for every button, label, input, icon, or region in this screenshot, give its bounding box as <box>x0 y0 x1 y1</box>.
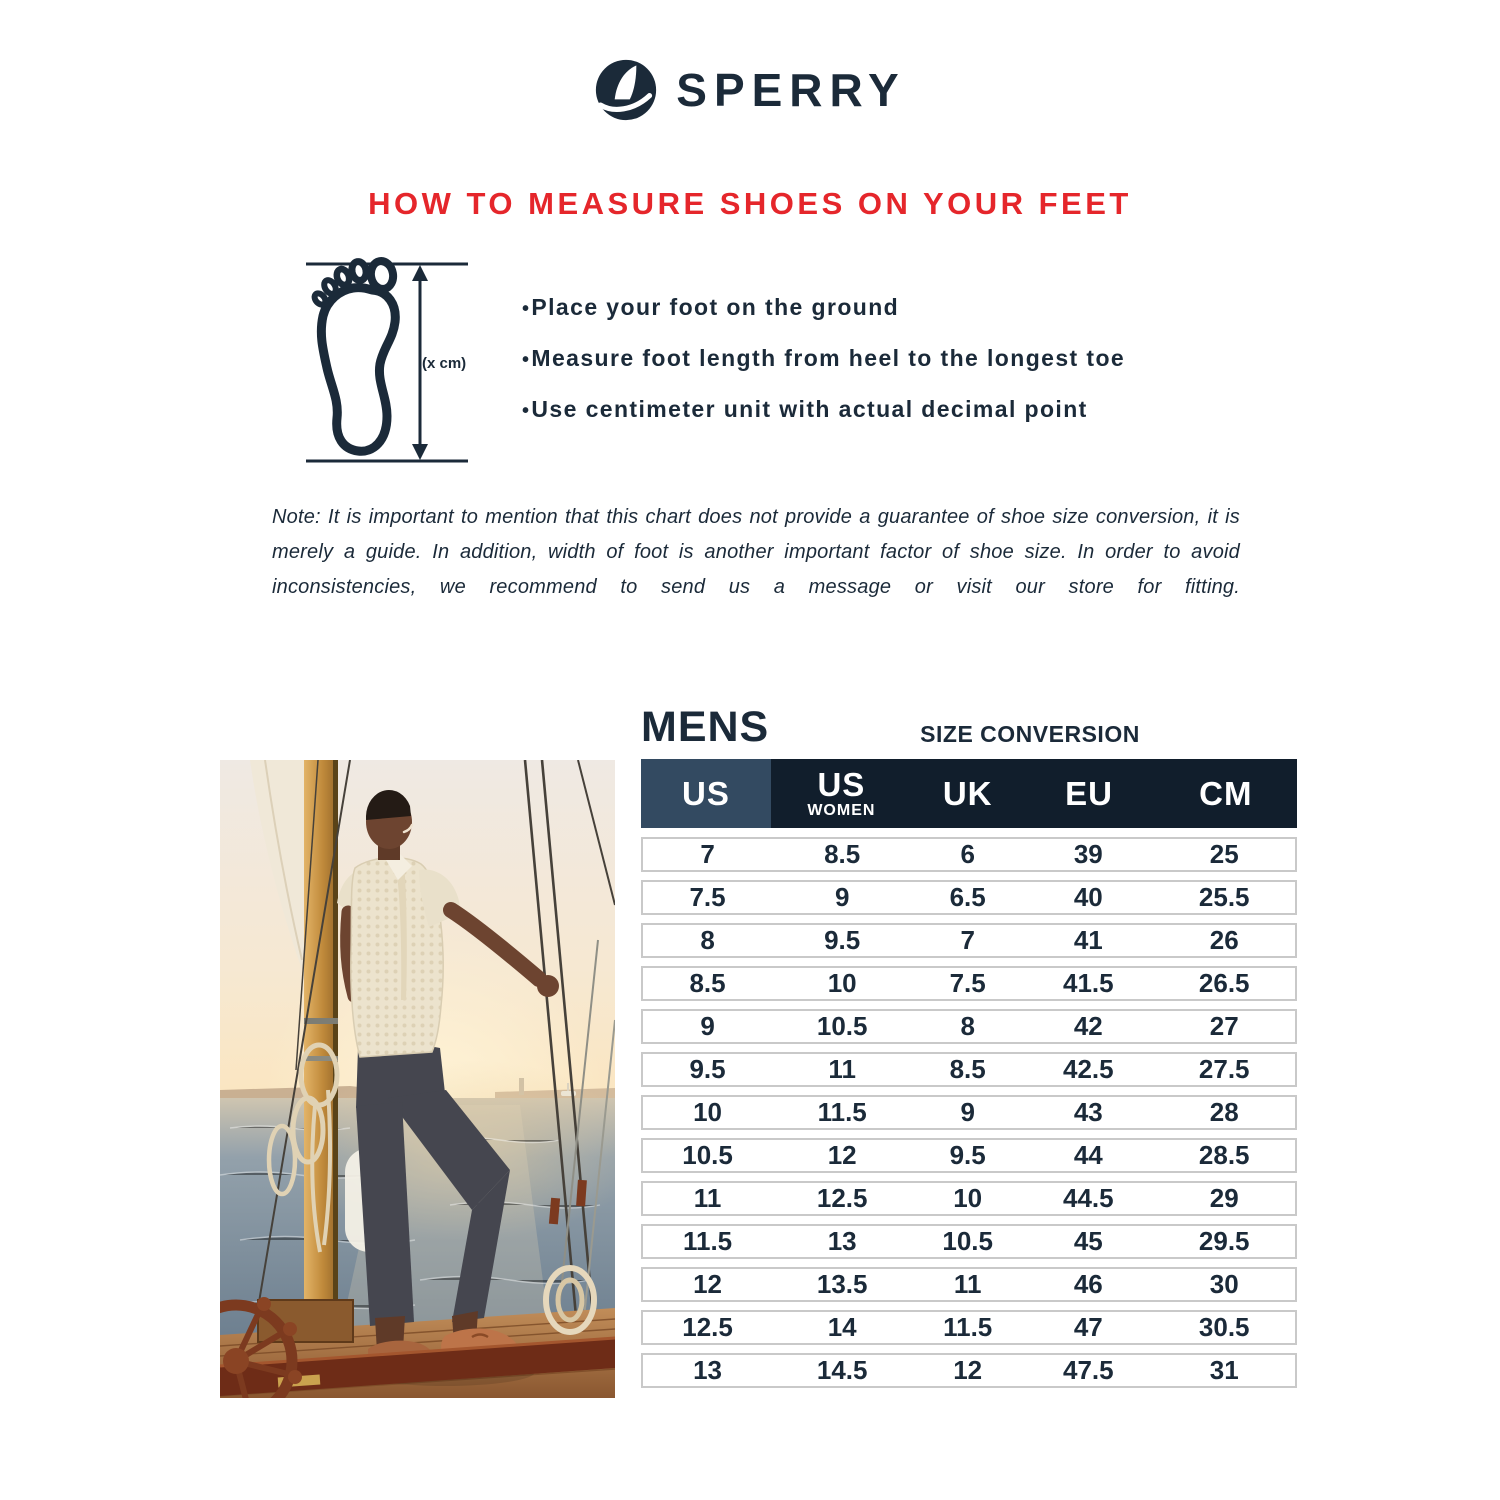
sailboat-photo-graphic <box>220 760 615 1398</box>
size-cell: 12.5 <box>816 1183 868 1213</box>
instruction-text: Measure foot length from heel to the longest toe <box>531 345 1126 371</box>
size-cell: 10 <box>953 1183 983 1213</box>
size-cell: 10 <box>693 1097 722 1127</box>
size-cell: 42 <box>1073 1011 1103 1041</box>
size-cell: 46 <box>1073 1269 1103 1299</box>
size-cell: 11 <box>828 1054 856 1084</box>
size-cell: 31 <box>1209 1355 1239 1385</box>
size-cell: 26.5 <box>1198 968 1250 998</box>
size-row <box>641 1310 1297 1345</box>
column-header-eu: EU <box>1065 774 1113 812</box>
brand-header <box>0 58 1500 122</box>
instruction-text: Place your foot on the ground <box>531 294 900 320</box>
sailboat-photo <box>220 760 615 1398</box>
size-cell: 12 <box>693 1269 722 1299</box>
size-cell: 14 <box>827 1312 857 1342</box>
foot-measurement-diagram <box>298 250 486 478</box>
note-text: Note: It is important to mention that this chart does not provide a guarantee of shoe size conversion, it is merely a guide. In addition, width of foot is another important factor of shoe size. In order to avoid inconsistencies, we recommend to send us a message or visit our store for fitting. <box>272 506 1240 598</box>
size-cell: 8.5 <box>949 1054 986 1084</box>
size-cell: 26 <box>1209 925 1239 955</box>
size-cell: 7.5 <box>689 882 726 912</box>
size-cell: 9 <box>700 1011 715 1041</box>
size-cell: 10.5 <box>816 1011 868 1041</box>
size-cell: 28 <box>1209 1097 1239 1127</box>
size-cell: 12 <box>953 1355 983 1385</box>
size-cell: 8 <box>960 1011 975 1041</box>
size-cell: 13 <box>693 1355 722 1385</box>
size-cell: 9.5 <box>824 925 861 955</box>
size-row <box>641 837 1297 872</box>
size-cell: 12 <box>827 1140 857 1170</box>
size-cell: 9 <box>960 1097 975 1127</box>
bullet-glyph: • <box>522 298 531 320</box>
size-cell: 44 <box>1073 1140 1103 1170</box>
size-cell: 43 <box>1073 1097 1103 1127</box>
measurement-label: (x cm) <box>422 355 467 372</box>
size-cell: 10.5 <box>942 1226 993 1256</box>
chart-subtitle: SIZE CONVERSION <box>920 721 1140 747</box>
size-cell: 7 <box>960 925 975 955</box>
size-cell: 47 <box>1073 1312 1103 1342</box>
size-cell: 8 <box>700 925 715 955</box>
size-cell: 25 <box>1209 839 1239 869</box>
size-cell: 6.5 <box>949 882 986 912</box>
size-cell: 14.5 <box>816 1355 868 1385</box>
size-cell: 44.5 <box>1062 1183 1114 1213</box>
size-cell: 11 <box>953 1269 982 1299</box>
size-cell: 28.5 <box>1198 1140 1250 1170</box>
size-cell: 11.5 <box>943 1312 993 1342</box>
size-row <box>641 1095 1297 1130</box>
size-cell: 45 <box>1073 1226 1103 1256</box>
size-cell: 11 <box>693 1183 722 1213</box>
size-row <box>641 923 1297 958</box>
column-header-uk: UK <box>942 774 993 812</box>
instruction-item <box>522 345 1125 374</box>
size-cell: 12.5 <box>682 1312 733 1342</box>
size-cell: 6 <box>960 839 975 869</box>
size-row <box>641 1052 1297 1087</box>
size-cell: 29 <box>1209 1183 1239 1213</box>
size-cell: 41 <box>1073 925 1103 955</box>
size-cell: 40 <box>1073 882 1103 912</box>
instruction-item <box>522 396 1125 425</box>
size-cell: 8.5 <box>689 968 726 998</box>
size-cell: 8.5 <box>824 839 861 869</box>
page-title: HOW TO MEASURE SHOES ON YOUR FEET <box>368 186 1132 221</box>
bullet-glyph: • <box>522 400 531 422</box>
size-table-header <box>641 759 1297 828</box>
column-header-us-women: US WOMEN <box>807 766 876 819</box>
size-cell: 27 <box>1209 1011 1239 1041</box>
column-header-cm: CM <box>1199 774 1253 812</box>
size-cell: 27.5 <box>1198 1054 1250 1084</box>
sailboat-icon <box>594 58 658 122</box>
size-cell: 13 <box>827 1226 857 1256</box>
section-title-mens: MENS <box>641 703 770 751</box>
size-cell: 10 <box>827 968 857 998</box>
brand-name: SPERRY <box>676 64 906 116</box>
column-header-us: US <box>641 759 771 828</box>
foot-diagram-graphic <box>298 250 486 478</box>
size-cell: 7 <box>700 839 715 869</box>
size-cell: 11.5 <box>682 1226 733 1256</box>
bullet-glyph: • <box>522 349 531 371</box>
size-cell: 30.5 <box>1198 1312 1250 1342</box>
size-cell: 7.5 <box>949 968 986 998</box>
size-row <box>641 1181 1297 1216</box>
instruction-text: Use centimeter unit with actual decimal point <box>531 396 1088 422</box>
size-row <box>641 1224 1297 1259</box>
size-cell: 9 <box>834 882 850 912</box>
size-cell: 41.5 <box>1062 968 1114 998</box>
size-cell: 47.5 <box>1062 1355 1114 1385</box>
size-cell: 10.5 <box>682 1140 733 1170</box>
size-cell: 25.5 <box>1198 882 1250 912</box>
size-cell: 29.5 <box>1198 1226 1250 1256</box>
size-table-body <box>641 837 1297 1396</box>
size-cell: 13.5 <box>816 1269 868 1299</box>
size-row <box>641 1267 1297 1302</box>
size-row <box>641 1138 1297 1173</box>
size-row <box>641 1353 1297 1388</box>
size-cell: 11.5 <box>817 1097 867 1127</box>
instruction-item <box>522 294 1125 323</box>
size-cell: 9.5 <box>949 1140 986 1170</box>
size-cell: 42.5 <box>1062 1054 1114 1084</box>
size-row <box>641 966 1297 1001</box>
size-cell: 30 <box>1209 1269 1239 1299</box>
instruction-list <box>522 294 1125 447</box>
size-row <box>641 1009 1297 1044</box>
size-row <box>641 880 1297 915</box>
footprint-icon <box>312 259 395 451</box>
size-cell: 9.5 <box>689 1054 726 1084</box>
size-cell: 39 <box>1073 839 1103 869</box>
